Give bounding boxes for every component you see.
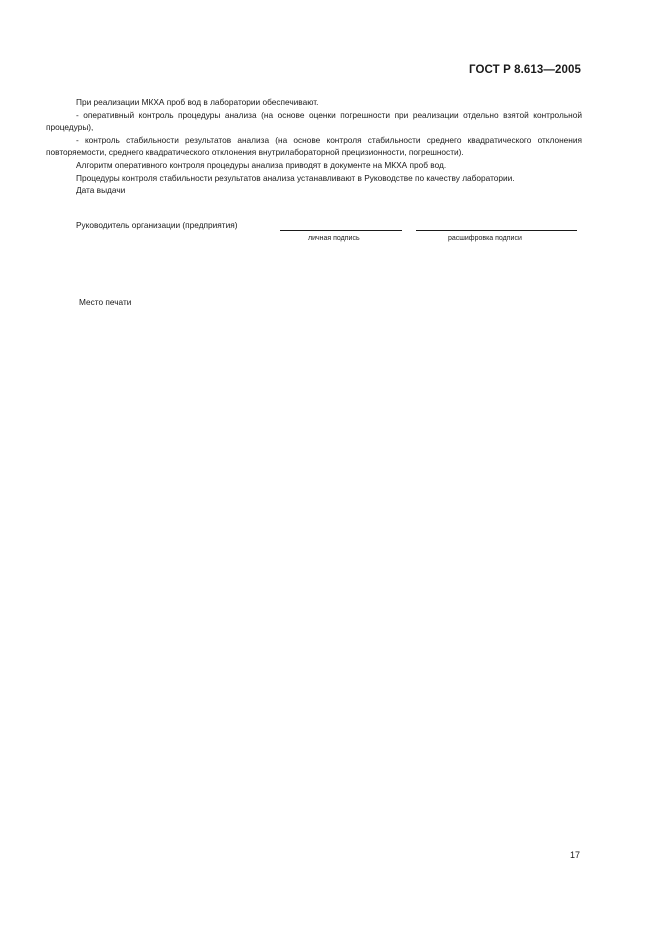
- paragraph: Процедуры контроля стабильности результатов анализа устанавливают в Руководстве по качеству лаборатории.: [76, 172, 515, 183]
- stamp-place-label: Место печати: [79, 297, 132, 307]
- page-number: 17: [570, 850, 581, 860]
- paragraph: При реализации МКХА проб вод в лаборатории обеспечивают.: [76, 97, 319, 107]
- paragraph: - контроль стабильности результатов анализа (на основе контроля стабильности среднего квадратического отклонения повторяемости, среднего квадратического отклонения внутрилабораторной прецизионности, погрешности).: [46, 134, 582, 158]
- signature-line: [280, 230, 402, 231]
- issue-date-label: Дата выдачи: [76, 185, 126, 196]
- signature-block: [76, 220, 586, 248]
- signature-caption: личная подпись: [308, 235, 360, 242]
- paragraph: Алгоритм оперативного контроля процедуры анализа приводят в документе на МКХА проб вод.: [76, 159, 447, 170]
- signer-role: Руководитель организации (предприятия): [76, 220, 238, 230]
- decoding-line: [416, 230, 577, 231]
- paragraph: - оперативный контроль процедуры анализа (на основе оценки погрешности при реализации отдельно взятой контрольной процедуры),: [46, 109, 582, 133]
- standard-number: ГОСТ Р 8.613—2005: [469, 64, 581, 76]
- decoding-caption: расшифровка подписи: [448, 235, 522, 242]
- body-text: [46, 96, 582, 197]
